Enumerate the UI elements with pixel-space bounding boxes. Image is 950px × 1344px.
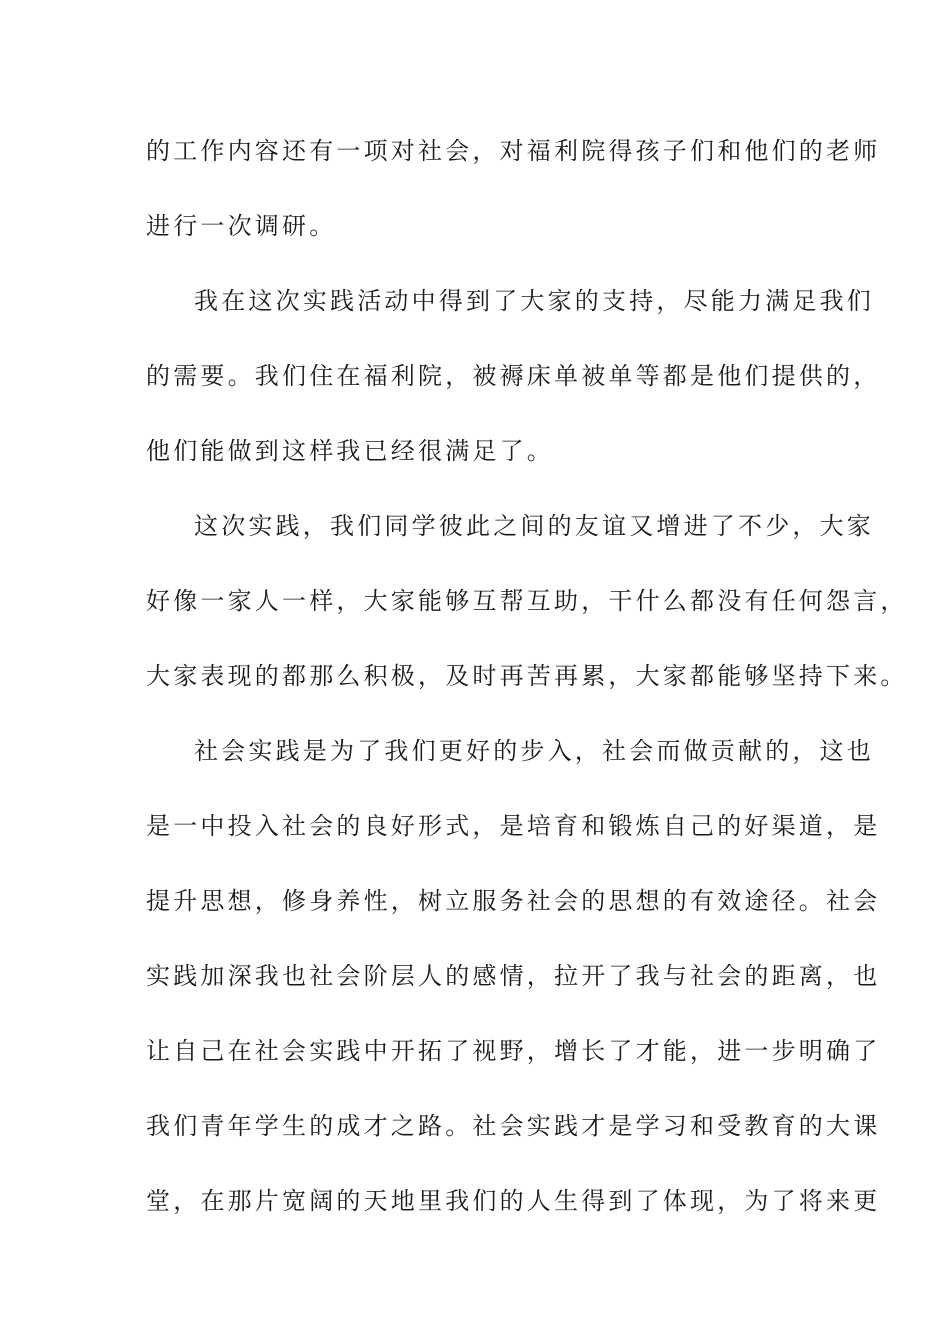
text-line: 的需要。我们住在福利院，被褥床单被单等都是他们提供的， — [146, 362, 881, 390]
text-line: 是一中投入社会的良好形式，是培育和锻炼自己的好渠道，是 — [146, 812, 881, 840]
text-line: 让自己在社会实践中开拓了视野，增长了才能，进一步明确了 — [146, 1037, 881, 1065]
text-line: 进行一次调研。 — [146, 212, 337, 240]
text-line: 他们能做到这样我已经很满足了。 — [146, 437, 554, 465]
text-line: 提升思想，修身养性，树立服务社会的思想的有效途径。社会 — [146, 887, 881, 915]
paragraph-first-line: 这次实践，我们同学彼此之间的友谊又增进了不少，大家 — [194, 512, 874, 540]
text-line: 堂，在那片宽阔的天地里我们的人生得到了体现，为了将来更 — [146, 1187, 881, 1215]
paragraph-first-line: 社会实践是为了我们更好的步入，社会而做贡献的，这也 — [194, 737, 874, 765]
text-line: 实践加深我也社会阶层人的感情，拉开了我与社会的距离，也 — [146, 962, 881, 990]
text-line: 我们青年学生的成才之路。社会实践才是学习和受教育的大课 — [146, 1112, 881, 1140]
text-line: 好像一家人一样，大家能够互帮互助，干什么都没有任何怨言， — [146, 587, 908, 615]
text-line: 的工作内容还有一项对社会，对福利院得孩子们和他们的老师 — [146, 137, 881, 165]
paragraph-first-line: 我在这次实践活动中得到了大家的支持，尽能力满足我们 — [194, 287, 874, 315]
text-line: 大家表现的都那么积极，及时再苦再累，大家都能够坚持下来。 — [146, 662, 908, 690]
